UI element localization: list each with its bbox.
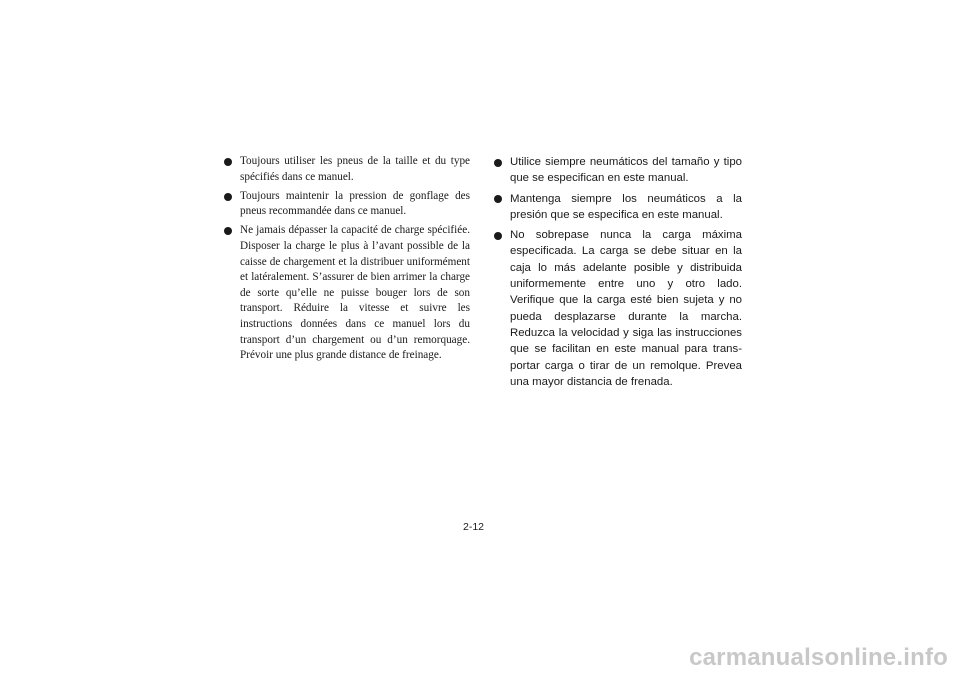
bullet-icon xyxy=(224,227,232,235)
list-item xyxy=(224,223,470,363)
list-item-text: Toujours maintenir la pression de gonflage des pneus recommandée dans ce manuel. xyxy=(240,189,470,218)
watermark: carmanualsonline.info xyxy=(689,644,948,671)
bullet-icon xyxy=(224,158,232,166)
list-item xyxy=(494,154,742,187)
list-item xyxy=(494,191,742,224)
bullet-icon xyxy=(494,232,502,240)
spanish-column xyxy=(494,154,742,394)
page-number: 2-12 xyxy=(463,521,485,533)
list-item-text: No sobrepase nunca la carga máxima especificada. La carga se debe situar en la caja lo más adelante posible y distribuida uniformemente entre uno y otro lado. Verifique que la carga esté bien sujeta y no pueda desplazarse durante la marcha. Reduzca la velocidad y siga las instrucciones que se facilitan en este manual para transportar carga o tirar de un remolque. Prevea una mayor distancia de frenada. xyxy=(510,229,742,388)
french-column xyxy=(224,154,470,367)
list-item-text: Toujours utiliser les pneus de la taille et du type spécifiés dans ce manuel. xyxy=(240,155,470,183)
list-item xyxy=(494,227,742,390)
list-item-text: Ne jamais dépasser la capacité de charge spécifiée. Disposer la charge le plus à l’avant possible de la caisse de chargement et la distribuer uniformément et latéralement. S’assurer de bien arrimer la charge de sorte qu’elle ne puisse bouger lors de son transport. Réduire la vitesse et suivre les instructions données dans ce manuel lors du transport d’un chargement ou d’un remorquage. Prévoir une plus grande distance de freinage. xyxy=(240,224,470,362)
list-item-text: Utilice siempre neumáticos del tamaño y tipo que se especifican en este manual. xyxy=(510,156,742,185)
bullet-icon xyxy=(494,195,502,203)
bullet-icon xyxy=(224,193,232,201)
list-item xyxy=(224,154,470,185)
bullet-icon xyxy=(494,159,502,167)
list-item xyxy=(224,189,470,220)
list-item-text: Mantenga siempre los neumáticos a la presión que se especifica en este manual. xyxy=(510,192,742,221)
